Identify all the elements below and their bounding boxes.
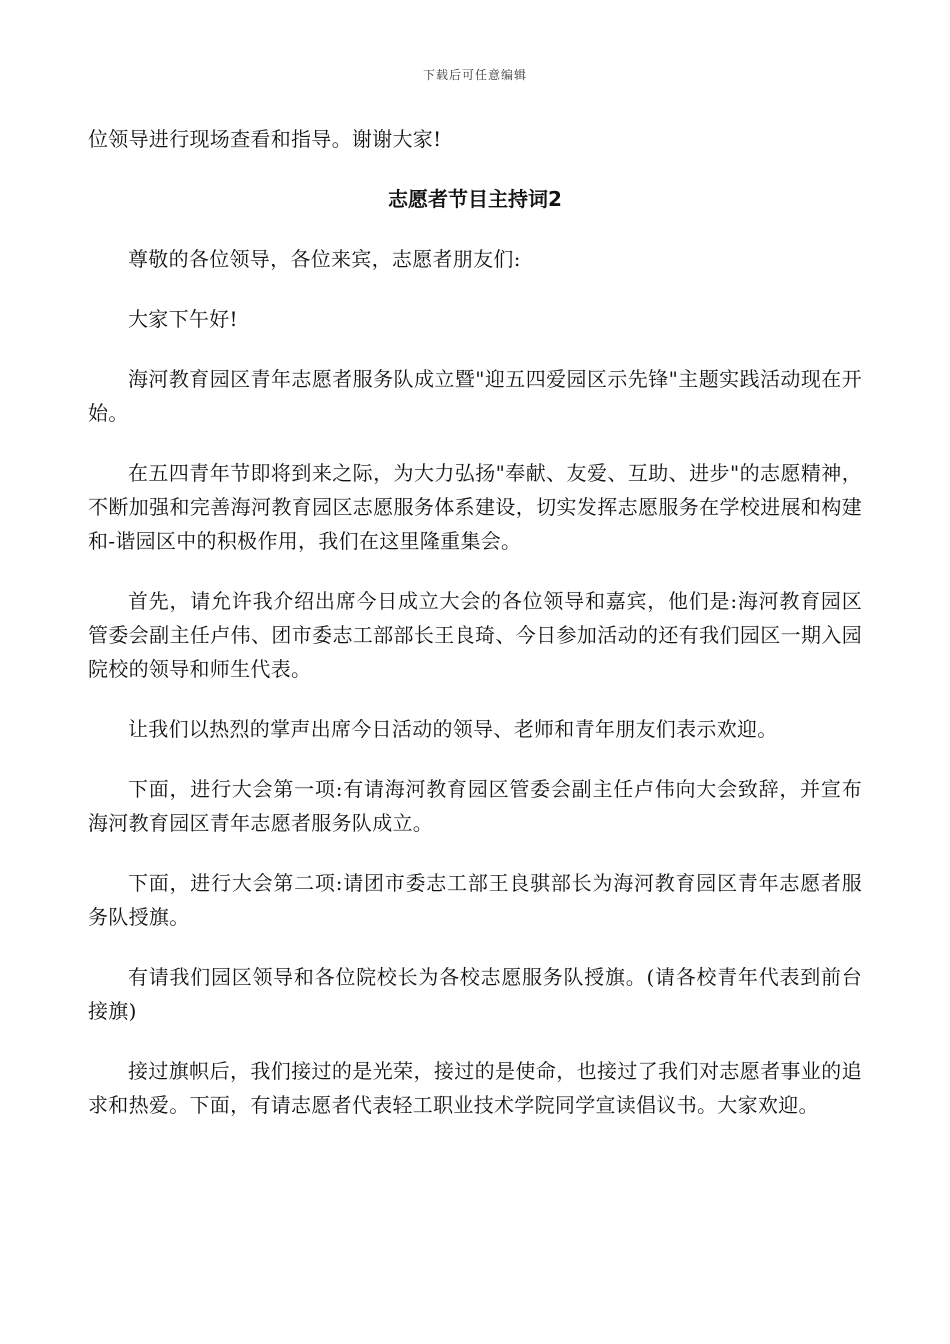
paragraph: 有请我们园区领导和各位院校长为各校志愿服务队授旗。(请各校青年代表到前台接旗) xyxy=(88,965,862,1023)
paragraph: 海河教育园区青年志愿者服务队成立暨"迎五四爱园区示先锋"主题实践活动现在开始。 xyxy=(88,367,862,425)
paragraph: 下面，进行大会第二项:请团市委志工部王良骐部长为海河教育园区青年志愿者服务队授旗。 xyxy=(88,871,862,929)
paragraph: 在五四青年节即将到来之际，为大力弘扬"奉献、友爱、互助、进步"的志愿精神，不断加强和完善海河教育园区志愿服务体系建设，切实发挥志愿服务在学校进展和构建和-谐园区中的积极作用，我们在这里隆重集会。 xyxy=(88,461,862,553)
document-body xyxy=(88,122,862,1148)
section-title: 志愿者节目主持词2 xyxy=(388,187,562,211)
paragraph: 让我们以热烈的掌声出席今日活动的领导、老师和青年朋友们表示欢迎。 xyxy=(128,717,778,741)
paragraph: 大家下午好! xyxy=(128,307,238,331)
paragraph: 尊敬的各位领导，各位来宾，志愿者朋友们: xyxy=(128,247,521,271)
paragraph: 下面，进行大会第一项:有请海河教育园区管委会副主任卢伟向大会致辞，并宣布海河教育园区青年志愿者服务队成立。 xyxy=(88,777,862,835)
paragraph: 首先，请允许我介绍出席今日成立大会的各位领导和嘉宾，他们是:海河教育园区管委会副主任卢伟、团市委志工部部长王良琦、今日参加活动的还有我们园区一期入园院校的领导和师生代表。 xyxy=(88,589,862,681)
paragraph: 接过旗帜后，我们接过的是光荣，接过的是使命，也接过了我们对志愿者事业的追求和热爱。下面，有请志愿者代表轻工职业技术学院同学宣读倡议书。大家欢迎。 xyxy=(88,1059,862,1117)
continuation-text: 位领导进行现场查看和指导。谢谢大家! xyxy=(88,127,442,151)
header-note: 下载后可任意编辑 xyxy=(422,68,527,82)
